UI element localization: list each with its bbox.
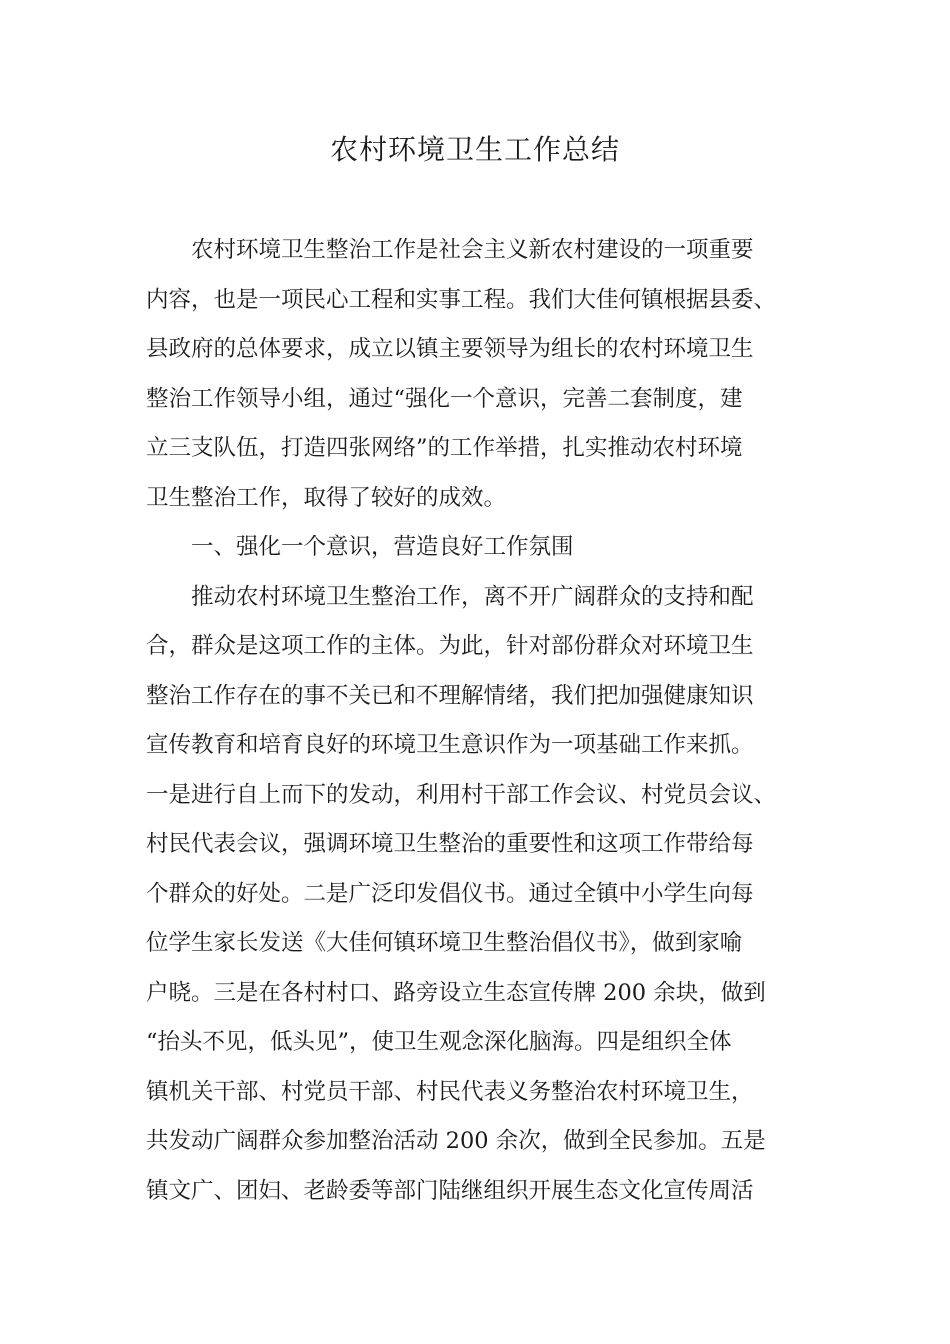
text-line: 合，群众是这项工作的主体。为此，针对部份群众对环境卫生 xyxy=(146,633,754,659)
text-line: 整治工作存在的事不关已和不理解情绪，我们把加强健康知识 xyxy=(146,682,754,709)
document-title: 农村环境卫生工作总结 xyxy=(329,133,620,166)
text-line: 户晓。三是在各村村口、路旁设立生态宣传牌 200 余块，做到 xyxy=(146,979,766,1006)
text-line: 农村环境卫生整治工作是社会主义新农村建设的一项重要 xyxy=(191,237,754,263)
text-line: 镇文广、团妇、老龄委等部门陆继组织开展生态文化宣传周活 xyxy=(146,1177,754,1204)
document-body xyxy=(146,226,826,1216)
text-line: 镇机关干部、村党员干部、村民代表义务整治农村环境卫生， xyxy=(146,1078,754,1105)
text-line: 推动农村环境卫生整治工作，离不开广阔群众的支持和配 xyxy=(191,583,754,610)
text-line: 宣传教育和培育良好的环境卫生意识作为一项基础工作来抓。 xyxy=(146,732,754,758)
text-line: 共发动广阔群众参加整治活动 200 余次，做到全民参加。五是 xyxy=(146,1128,766,1154)
text-line: 村民代表会议，强调环境卫生整治的重要性和这项工作带给每 xyxy=(146,831,754,857)
text-line: 个群众的好处。二是广泛印发倡仪书。通过全镇中小学生向每 xyxy=(146,880,754,907)
text-line: 一、强化一个意识，营造良好工作氛围 xyxy=(191,534,574,560)
text-line: 一是进行自上而下的发动，利用村干部工作会议、村党员会议、 xyxy=(146,781,777,808)
text-line: 立三支队伍，打造四张网络”的工作举措，扎实推动农村环境 xyxy=(146,435,743,461)
text-line: 县政府的总体要求，成立以镇主要领导为组长的农村环境卫生 xyxy=(146,336,754,362)
text-line: 卫生整治工作，取得了较好的成效。 xyxy=(146,484,507,511)
text-line: 内容，也是一项民心工程和实事工程。我们大佳何镇根据县委、 xyxy=(146,286,777,313)
text-line: “抬头不见，低头见”，使卫生观念深化脑海。四是组织全体 xyxy=(146,1029,732,1055)
text-line: 整治工作领导小组，通过“强化一个意识，完善二套制度，建 xyxy=(146,385,743,412)
text-line: 位学生家长发送《大佳何镇环境卫生整治倡仪书》，做到家喻 xyxy=(146,930,743,956)
